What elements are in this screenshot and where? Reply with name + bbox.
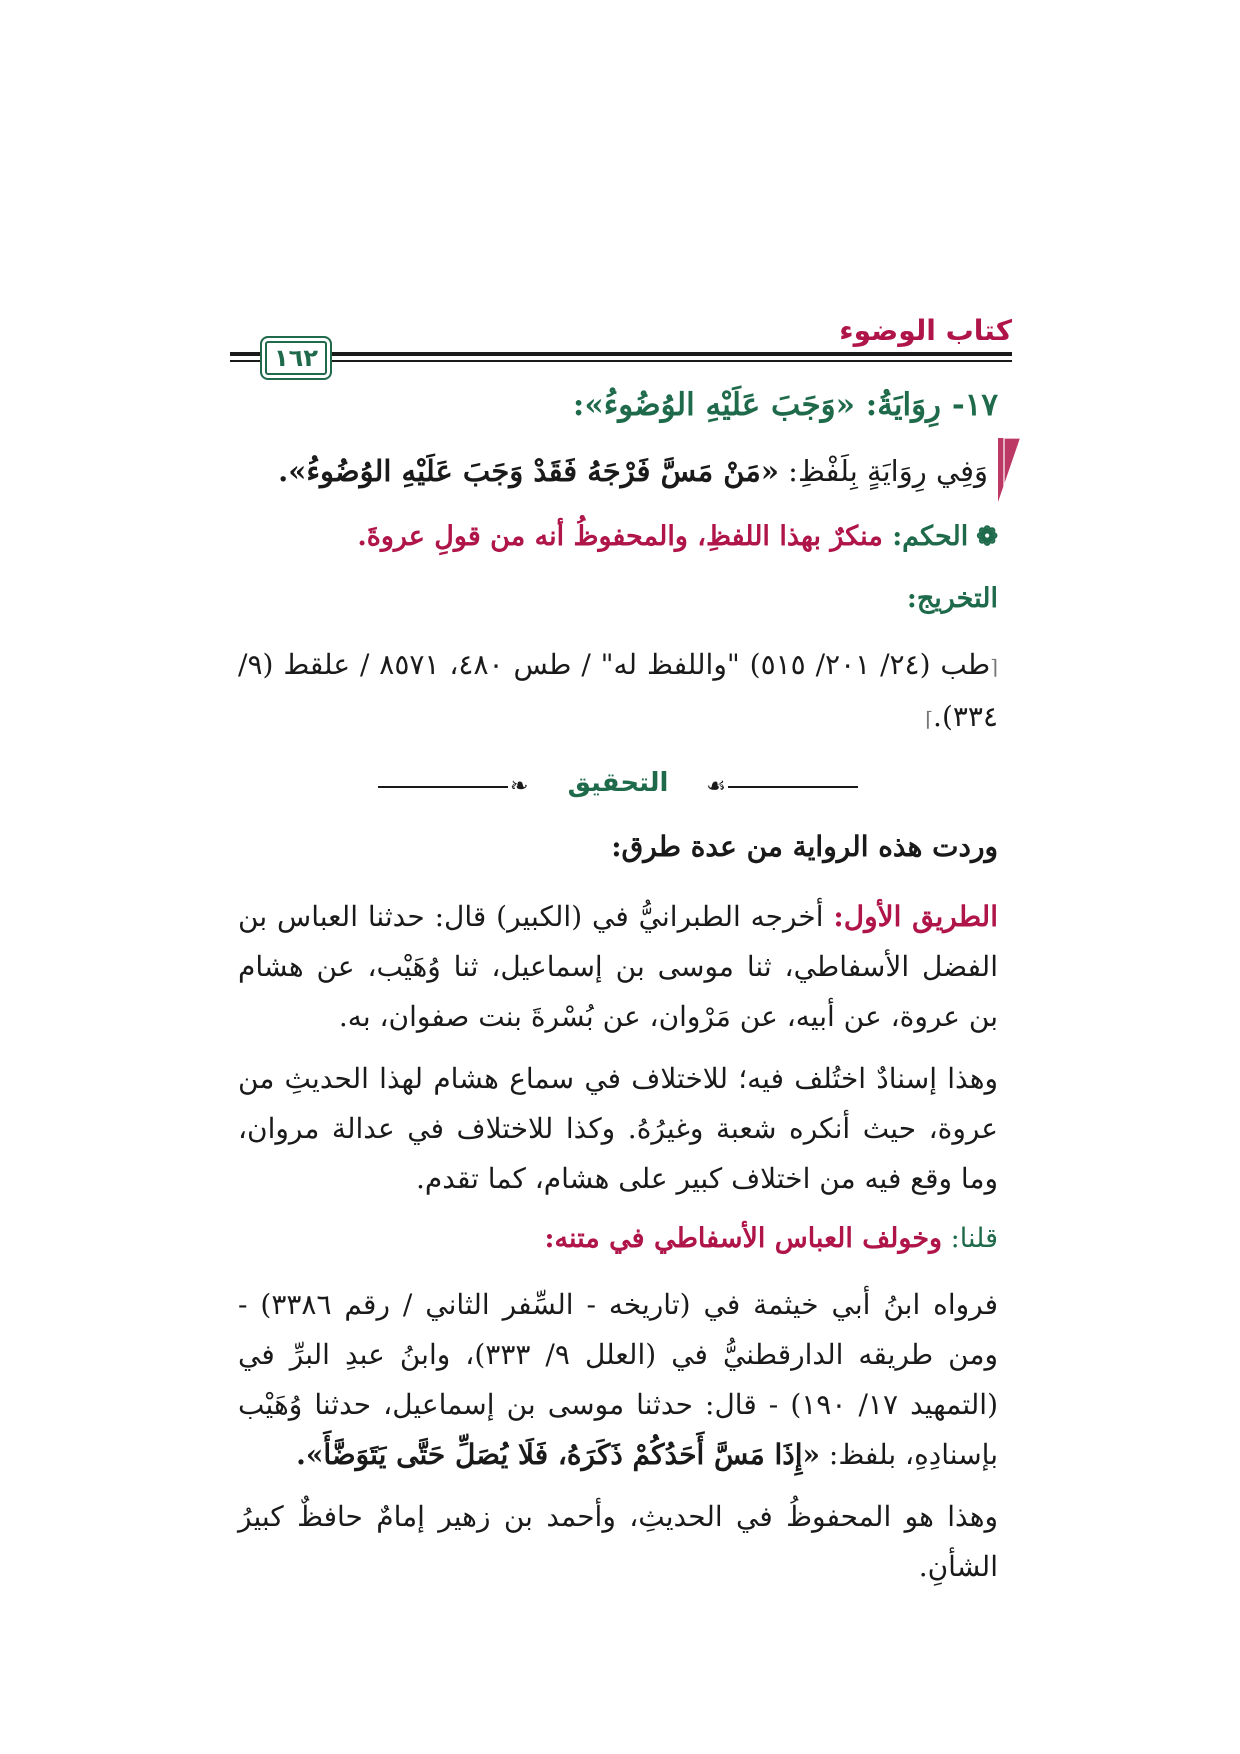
para3-text: فرواه ابنُ أبي خيثمة في (تاريخه - السِّفر الثاني / رقم ٣٣٨٦) - ومن طريقه الدارقطنيُّ في (العلل ٩/ ٣٣٣)، وابنُ عبدِ البرِّ في (التمهيد ١٧/ ١٩٠) - قال: حدثنا موسى بن إسماعيل، حدثنا وُهَيْب بإسنادِهِ، بلفظ: (238, 1288, 999, 1471)
ruling (238, 516, 998, 558)
hadith-heading-quote: «وَجَبَ عَلَيْهِ الوُضُوءُ»: (572, 387, 855, 423)
bracket-open-icon: ⌈ (990, 655, 999, 679)
qulna-subheading (238, 1216, 998, 1262)
page-header (230, 300, 1012, 372)
page-number: ١٦٢ (274, 344, 318, 372)
takhrij-references (238, 640, 998, 744)
paragraph-conclusion: وهذا هو المحفوظُ في الحديثِ، وأحمد بن زهير إمامٌ حافظٌ كبيرُ الشأنِ. (238, 1500, 998, 1583)
variant-quote: «مَنْ مَسَّ فَرْجَهُ فَقَدْ وَجَبَ عَلَيْهِ الوُضُوءُ». (278, 454, 779, 488)
divider-title: التحقيق (567, 768, 669, 798)
paragraph-isnad: وهذا إسنادٌ اختُلف فيه؛ للاختلاف في سماع هشام لهذا الحديثِ من عروة، حيث أنكره شعبة وغيرُهُ. وكذا للاختلاف في عدالة مروان، وما وقع فيه من اختلاف كبير على هشام، كما تقدم. (238, 1062, 998, 1195)
path-one-text: أخرجه الطبرانيُّ في (الكبير) قال: حدثنا العباس بن الفضل الأسفاطي، ثنا موسى بن إسماعيل، ثنا وُهَيْب، عن هشام بن عروة، عن أبيه، عن مَرْوان، عن بُسْرةَ بنت صفوان، به. (238, 900, 998, 1033)
qulna-text: وخولف العباس الأسفاطي في متنه: (544, 1223, 943, 1254)
section-divider (238, 762, 998, 812)
takhrij-label: التخريج: (906, 583, 998, 614)
variant-prefix: وَفِي رِوَايَةٍ بِلَفْظِ: (778, 454, 988, 488)
hadith-variant (238, 450, 998, 492)
header-rule-thick (230, 352, 1012, 356)
para3-quote: «إِذَا مَسَّ أَحَدُكُمْ ذَكَرَهُ، فَلَا يُصَلِّ حَتَّى يَتَوَضَّأَ». (296, 1438, 821, 1471)
page-number-frame (260, 336, 332, 380)
chapter-title: كتاب الوضوء (839, 314, 1012, 347)
path-one-label: الطريق الأول: (833, 900, 998, 933)
flower-ornament-icon: ❁ (976, 522, 998, 552)
main-content (238, 384, 998, 1604)
paragraph-ibn-abi-khaythama (238, 1280, 998, 1480)
divider-ornament-right-icon: ☙ (706, 774, 726, 799)
divider-ornament-left-icon: ❧ (510, 774, 529, 799)
ruling-text: منكرٌ بهذا اللفظِ، والمحفوظُ أنه من قولِ عروةَ. (357, 521, 893, 552)
takhrij-text: طب (٢٤/ ٢٠١/ ٥١٥) "واللفظ له" / طس ٤٨٠، ٨٥٧١ / علقط (٩/ ٣٣٤). (238, 648, 998, 733)
intro-line: وردت هذه الرواية من عدة طرق: (611, 830, 998, 863)
paragraph-path-one (238, 892, 998, 1042)
hadith-heading-prefix: ١٧- رِوَايَةُ: (854, 387, 998, 423)
header-rule-thin (230, 360, 1012, 362)
hadith-heading (238, 384, 998, 426)
ruling-label: الحكم: (892, 521, 969, 552)
corner-ornament-icon (998, 438, 1020, 502)
qulna-label: قلنا: (942, 1223, 998, 1254)
bracket-close-icon: ⌉ (925, 707, 934, 731)
